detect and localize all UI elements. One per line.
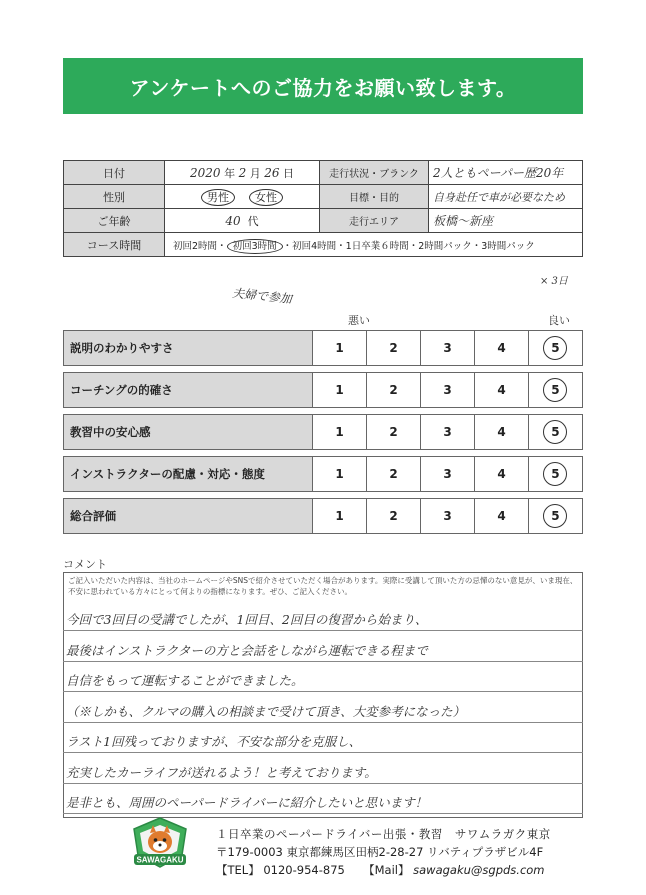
- rating-option-2[interactable]: [367, 457, 421, 492]
- rating-row: [64, 499, 583, 534]
- comment-line: 今回で3回目の受講でしたが、1回目、2回目の復習から始まり、: [66, 612, 428, 627]
- footer-mail-label: 【Mail】: [363, 863, 410, 877]
- rating-option-1[interactable]: [313, 415, 367, 450]
- rating-option-5[interactable]: [528, 457, 582, 492]
- age-value: 40: [225, 213, 241, 228]
- rating-score: 5: [543, 504, 567, 528]
- comment-line: 最後はインストラクターの方と会話をしながら運転できる程まで: [66, 642, 428, 658]
- comment-label: コメント: [63, 558, 107, 571]
- footer-mail[interactable]: sawagaku@sgpds.com: [413, 863, 545, 877]
- rating-option-2[interactable]: [367, 373, 421, 408]
- area-label: 走行エリア: [320, 209, 429, 233]
- course-option-2h[interactable]: 初回2時間: [173, 240, 218, 252]
- comment-line: （※しかも、クルマの購入の相談まで受けて頂き、大変参考になった）: [66, 703, 466, 719]
- rating-score: 5: [543, 420, 567, 444]
- driving-value[interactable]: 2人ともペーパー歴20年: [429, 161, 583, 185]
- rating-option-2[interactable]: [367, 415, 421, 450]
- rating-score: 5: [543, 462, 567, 486]
- rating-score: 3: [443, 509, 452, 523]
- rating-option-5[interactable]: [528, 415, 582, 450]
- rating-row: [64, 373, 583, 408]
- rating-option-3[interactable]: [421, 415, 475, 450]
- rating-question: 教習中の安心感: [64, 415, 313, 450]
- info-table: [63, 160, 583, 257]
- scale-good-label: 良い: [548, 314, 570, 327]
- rating-option-1[interactable]: [313, 457, 367, 492]
- comment-rule: [63, 691, 583, 692]
- banner-title: アンケートへのご協力をお願い致します。: [129, 75, 517, 100]
- rating-option-5[interactable]: [528, 499, 582, 534]
- rating-score: 4: [497, 467, 506, 481]
- rating-score: 2: [389, 341, 398, 355]
- gender-male-option[interactable]: 男性: [201, 189, 235, 206]
- gender-female-option[interactable]: 女性: [249, 189, 283, 206]
- rating-option-2[interactable]: [367, 499, 421, 534]
- rating-question: インストラクターの配慮・対応・態度: [64, 457, 313, 492]
- driving-label: 走行状況・ブランク: [320, 161, 429, 185]
- rating-option-5[interactable]: [528, 373, 582, 408]
- age-field[interactable]: [165, 209, 320, 233]
- comment-rule: [63, 813, 583, 814]
- rating-score: 1: [335, 341, 344, 355]
- rating-row: [64, 331, 583, 366]
- rating-option-1[interactable]: [313, 499, 367, 534]
- rating-score: 1: [335, 509, 344, 523]
- scale-bad-label: 悪い: [348, 314, 370, 327]
- footer-tel[interactable]: 0120-954-875: [263, 863, 345, 877]
- comment-line: 自信をもって運転することができました。: [66, 673, 304, 688]
- course-option-rest[interactable]: ・初回4時間・1日卒業６時間・2時間パック・3時間パック: [282, 240, 535, 252]
- rating-option-3[interactable]: [421, 373, 475, 408]
- footer-tel-label: 【TEL】: [216, 863, 260, 877]
- course-days-note: × 3日: [540, 276, 568, 287]
- rating-row: [64, 415, 583, 450]
- rating-score: 2: [389, 509, 398, 523]
- comment-rule: [63, 722, 583, 723]
- comment-rule: [63, 752, 583, 753]
- footer-address: 〒179-0003 東京都練馬区田柄2-28-27 リバティプラザビル4F: [216, 845, 544, 859]
- rating-table: [63, 330, 583, 534]
- footer-company: １日卒業のペーパードライバー出張・教習 サワムラガク東京: [216, 827, 551, 841]
- rating-score: 3: [443, 425, 452, 439]
- rating-score: 3: [443, 467, 452, 481]
- age-label: ご年齢: [64, 209, 165, 233]
- rating-option-2[interactable]: [367, 331, 421, 366]
- rating-score: 4: [497, 425, 506, 439]
- rating-option-5[interactable]: [528, 331, 582, 366]
- sawagaku-logo: [128, 815, 192, 871]
- rating-score: 2: [389, 383, 398, 397]
- comment-line: 充実したカーライフが送れるよう！と考えております。: [66, 764, 377, 780]
- comment-line: 是非とも、周囲のペーパードライバーに紹介したいと思います！: [66, 795, 428, 810]
- date-year-unit: 年: [224, 166, 236, 180]
- comment-box[interactable]: [63, 572, 583, 818]
- course-options[interactable]: 初回2時間・ 初回3時間 ・初回4時間・1日卒業６時間・2時間パック・3時間パック: [165, 233, 583, 257]
- area-value[interactable]: 板橋〜新座: [429, 209, 583, 233]
- rating-score: 2: [389, 425, 398, 439]
- goal-value[interactable]: 自身赴任で車が必要なため: [429, 185, 583, 209]
- rating-question: 説明のわかりやすさ: [64, 331, 313, 366]
- rating-question: 総合評価: [64, 499, 313, 534]
- rating-option-3[interactable]: [421, 331, 475, 366]
- rating-option-1[interactable]: [313, 331, 367, 366]
- rating-option-4[interactable]: [475, 415, 529, 450]
- rating-score: 3: [443, 383, 452, 397]
- rating-score: 1: [335, 425, 344, 439]
- rating-score: 3: [443, 341, 452, 355]
- comment-line: ラスト1回残っておりますが、不安な部分を克服し、: [66, 734, 362, 749]
- rating-score: 4: [497, 341, 506, 355]
- rating-option-3[interactable]: [421, 457, 475, 492]
- rating-score: 2: [389, 467, 398, 481]
- rating-option-4[interactable]: [475, 457, 529, 492]
- footer-contact: [216, 862, 545, 878]
- course-handwritten-note: 夫婦で参加: [231, 285, 293, 307]
- rating-option-4[interactable]: [475, 373, 529, 408]
- age-unit: 代: [247, 214, 259, 228]
- date-day: 26: [264, 165, 280, 180]
- gender-label: 性別: [64, 185, 165, 209]
- gender-field[interactable]: [165, 185, 320, 209]
- rating-score: 1: [335, 383, 344, 397]
- date-field[interactable]: [165, 161, 320, 185]
- rating-option-3[interactable]: [421, 499, 475, 534]
- goal-label: 目標・目的: [320, 185, 429, 209]
- rating-score: 1: [335, 467, 344, 481]
- date-month: 2: [238, 165, 247, 180]
- logo-mascot-icon: [128, 815, 192, 871]
- course-label: コース時間: [64, 233, 165, 257]
- date-year: 2020: [190, 165, 221, 180]
- rating-row: [64, 457, 583, 492]
- comment-rule: [63, 661, 583, 662]
- rating-option-4[interactable]: [475, 331, 529, 366]
- date-day-unit: 日: [282, 166, 294, 180]
- rating-question: コーチングの的確さ: [64, 373, 313, 408]
- rating-option-4[interactable]: [475, 499, 529, 534]
- comment-note: ご記入いただいた内容は、当社のホームページやSNSで紹介させていただく場合があります。実際に受講して頂いた方の忌憚のない意見が、いま現在、不安に思われている方々にとって何よりの指標になります。ぜひ、ご記入ください。: [68, 576, 578, 596]
- logo-text: SAWAGAKU: [136, 855, 184, 865]
- course-option-3h[interactable]: 初回3時間: [227, 239, 283, 254]
- date-month-unit: 月: [249, 166, 261, 180]
- comment-rule: [63, 630, 583, 631]
- date-label: 日付: [64, 161, 165, 185]
- rating-option-1[interactable]: [313, 373, 367, 408]
- rating-score: 5: [543, 378, 567, 402]
- survey-banner: [63, 58, 583, 114]
- rating-score: 5: [543, 336, 567, 360]
- rating-score: 4: [497, 509, 506, 523]
- rating-score: 4: [497, 383, 506, 397]
- comment-rule: [63, 783, 583, 784]
